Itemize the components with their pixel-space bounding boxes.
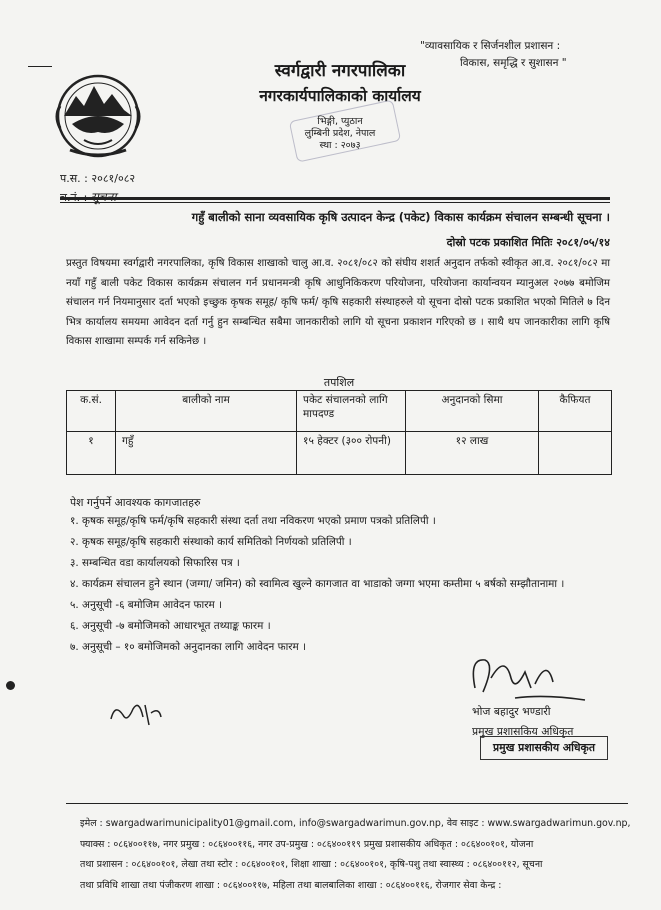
table-row (67, 432, 612, 475)
punch-hole-mark (6, 681, 15, 690)
list-item: ७. अनुसूची – १० बमोजिमको अनुदानका लागि आवेदन फारम । (70, 641, 306, 653)
motto-line-1: "व्यावसायिक र सिर्जनशील प्रशासन : (420, 40, 561, 52)
list-item: १. कृषक समूह/कृषि फर्म/कृषि सहकारी संस्था दर्ता तथा नविकरण भएको प्रमाण पत्रको प्रतिलिपी । (70, 515, 436, 527)
cell-remarks (539, 432, 612, 475)
col-serial: क.सं. (67, 391, 116, 432)
col-crop-name: बालीको नाम (116, 391, 297, 432)
footer-line-3: तथा प्रशासन : ०८६४००१०१, लेखा तथा स्टोर : ०८६४००१०१, शिक्षा शाखा : ०८६४००१०१, कृषि-पशु तथा स्वास्थ्य : ०८६४००११२, सूचना (80, 859, 543, 870)
publish-date-value: २०८१/०५/१४ (556, 236, 610, 249)
email-label: इमेल : (80, 818, 103, 829)
list-item: ५. अनुसूची -६ बमोजिम आवेदन फारम । (70, 599, 222, 611)
motto-line-2: विकास, समृद्धि र सुशासन " (460, 57, 567, 69)
org-name: स्वर्गद्वारी नगरपालिका (274, 61, 406, 81)
officer-signature (455, 648, 605, 710)
office-address (250, 116, 430, 152)
email-secondary[interactable]: info@swargadwarimun.gov.np, (299, 818, 444, 829)
cell-pocket-criteria: १५ हेक्टर (३०० रोपनी) (297, 432, 406, 475)
corner-dash (28, 66, 52, 67)
list-item: ४. कार्यक्रम संचालन हुने स्थान (जग्गा/ जमिन) को स्वामित्व खुल्ने कागजात वा भाडाको जग्गा भएमा कम्तीमा ५ बर्षको सम्झौतानामा । (70, 578, 565, 590)
address-line-3: स्था : २०७३ (319, 140, 361, 151)
col-remarks: कैफियत (539, 391, 612, 432)
cell-serial: १ (67, 432, 116, 475)
footer-contacts (80, 814, 632, 896)
website-link[interactable]: www.swargadwarimun.gov.np, (487, 818, 631, 829)
table-caption: तपशिल (323, 376, 355, 389)
signer-name: भोज बहादुर भण्डारी (472, 705, 551, 718)
initial-signature (105, 695, 165, 730)
notice-body: प्रस्तुत विषयमा स्वर्गद्वारी नगरपालिका, कृषि विकास शाखाको चालु आ.व. २०८१/०८२ को संघीय शशर्त अनुदान तर्फको स्वीकृत आ.व. २०८१/०८२ मा नयाँ गहुँ बाली पकेट विकास कार्यक्रम संचालन गर्न प्रधानमन्त्री कृषि आधुनिकिकरण परियोजना, परियोजना कार्यान्वयन म्यानुअल २०७७ बमोजिम संचालन गर्न नियमानुसार दर्ता भएको इच्छुक कृषक समूह/ कृषि फर्म/ कृषि सहकारी संस्थाहरुले यो सूचना दोस्रो पटक प्रकाशित भएको मितिले ७ दिन भित्र कार्यालय समयमा आवेदन दर्ता गर्नु हुन सम्बन्धित सबैमा जानकारीको लागि यो सूचना प्रकाशन गरिएको छ । साथै थप जानकारीका लागि कृषि विकास शाखामा सम्पर्क गर्न सकिनेछ । (66, 258, 610, 348)
publish-date-line (330, 235, 610, 250)
col-pocket-criteria: पकेट संचालनको लागि मापदण्ड (297, 391, 406, 432)
website-label: वेव साइट : (446, 818, 485, 829)
office-name: नगरकार्यपालिकाको कार्यालय (259, 87, 421, 105)
letter-no-value: २०८१/०८२ (91, 172, 136, 185)
notice-title: गहुँ बालीको साना व्यवसायिक कृषि उत्पादन केन्द्र (पकेट) विकास कार्यक्रम संचालन सम्बन्धी सूचना । (191, 210, 610, 224)
footer-line-2: फ्याक्स : ०८६४००११७, नगर प्रमुख : ०८६४००११६, नगर उप-प्रमुख : ०८६४००११९ प्रमुख प्रशासकीय अधिकृत : ०८६४००१०१, योजना (80, 838, 534, 850)
header-rule-thick (60, 197, 610, 200)
list-item: ६. अनुसूची -७ बमोजिमको आधारभूत तथ्याङ्क फारम । (70, 620, 271, 632)
requirements-list (70, 511, 615, 658)
details-table (66, 390, 612, 475)
letter-no-label: प.स. : (60, 172, 88, 185)
requirements-heading: पेश गर्नुपर्ने आवश्यक कागजातहरु (70, 496, 201, 509)
address-line-1: भिङ्गी, प्युठान (317, 116, 363, 127)
list-item: ३. सम्बन्धित वडा कार्यालयको सिफारिस पत्र । (70, 557, 240, 569)
email-primary[interactable]: swargadwarimunicipality01@gmail.com, (105, 818, 297, 829)
nepal-emblem-logo (50, 66, 146, 162)
list-item: २. कृषक समूह/कृषि सहकारी संस्थाको कार्य समितिको निर्णयको प्रतिलिपी । (70, 536, 352, 548)
table-header-row (67, 391, 612, 432)
col-grant-limit: अनुदानको सिमा (406, 391, 539, 432)
footer-rule (66, 803, 628, 804)
footer-line-4: तथा प्रविधि शाखा तथा पंजीकरण शाखा : ०८६४००११७, महिला तथा बालबालिका शाखा : ०८६४००११६, रोजगार सेवा केन्द्र : (80, 879, 502, 891)
header-rule-thin (60, 202, 610, 203)
cell-grant-limit: १२ लाख (406, 432, 539, 475)
cell-crop-name: गहुँ (116, 432, 297, 475)
address-line-2: लुम्बिनी प्रदेश, नेपाल (304, 128, 376, 139)
publish-date-label: दोस्रो पटक प्रकाशित मितिः (446, 236, 553, 249)
signer-title: प्रमुख प्रशासकिय अधिकृत (472, 725, 574, 738)
footer-line-1 (80, 814, 632, 835)
designation-seal: प्रमुख प्रशासकीय अधिकृत (480, 736, 608, 760)
